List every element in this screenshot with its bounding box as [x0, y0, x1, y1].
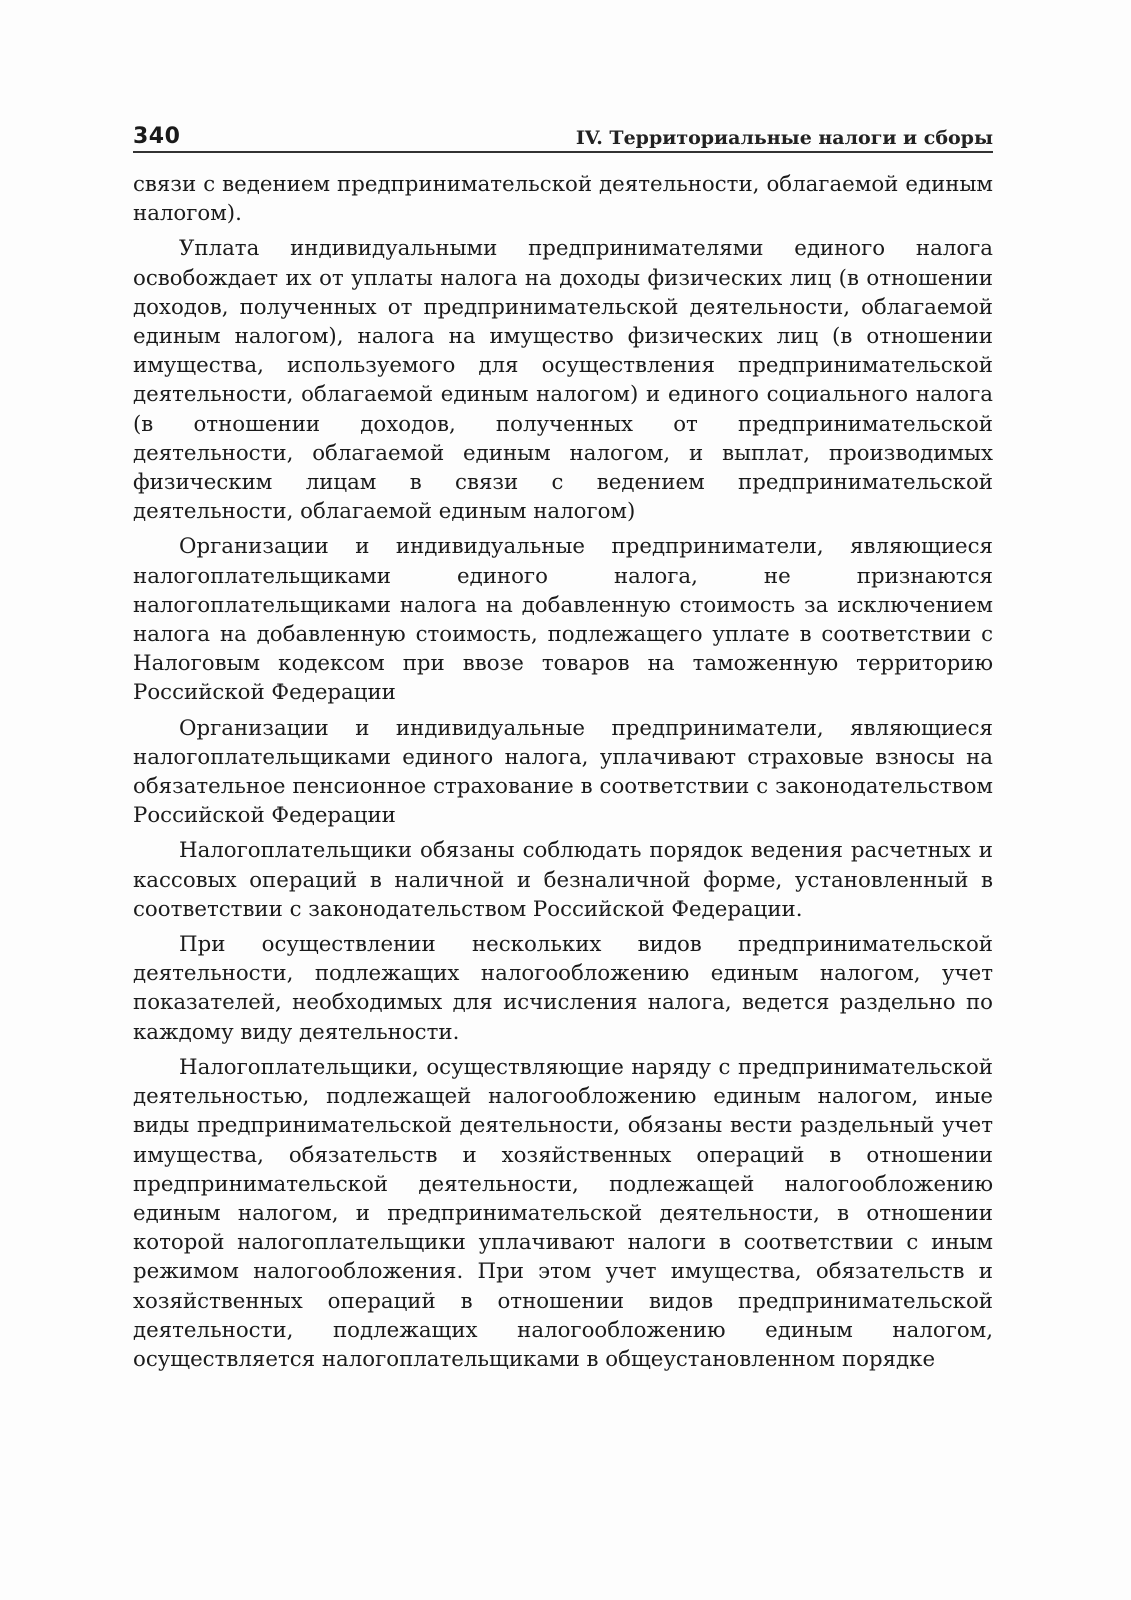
- paragraph: Налогоплательщики, осуществляющие наряду с предпринимательской деятельностью, подлежащей налогообложению единым налогом, иные виды предпринимательской деятельности, обязаны вести раздельный учет имущества, обязательств и хозяйственных операций в отношении предпринимательской деятельности, подлежащей налогообложению единым налогом, и предпринимательской деятельности, в отношении которой налогоплательщики уплачивают налоги в соответствии с иным режимом налогообложения. При этом учет имущества, обязательств и хозяйственных операций в отношении видов предпринимательской деятельности, подлежащих налогообложению единым налогом, осуществляется налогоплательщиками в общеустановленном порядке: [133, 1054, 993, 1372]
- page-header: [133, 113, 993, 149]
- body-text: [133, 170, 993, 1380]
- paragraph: Уплата индивидуальными предпринимателями единого налога освобождает их от уплаты налога на доходы физических лиц (в отношении доходов, полученных от предпринимательской деятельности, облагаемой единым налогом), налога на имущество физических лиц (в отношении имущества, используемого для осуществления предпринимательской деятельности, облагаемой единым налогом) и единого социального налога (в отношении доходов, полученных от предпринимательской деятельности, облагаемой единым налогом, и выплат, производимых физическим лицам в связи с ведением предпринимательской деятельности, облагаемой единым налогом): [133, 236, 993, 525]
- header-rule: [133, 151, 993, 153]
- paragraph: Организации и индивидуальные предприниматели, являющиеся налогоплательщиками единого налога, уплачивают страховые взносы на обязательное пенсионное страхование в соответствии с законодательством Российской Федерации: [133, 715, 993, 829]
- paragraph: Налогоплательщики обязаны соблюдать порядок ведения расчетных и кассовых операций в наличной и безналичной форме, установленный в соответствии с законодательством Российской Федерации.: [133, 838, 993, 922]
- paragraph: При осуществлении нескольких видов предпринимательской деятельности, подлежащих налогообложению единым налогом, учет показателей, необходимых для исчисления налога, ведется раздельно по каждому виду деятельности.: [133, 932, 993, 1045]
- paragraph: Организации и индивидуальные предприниматели, являющиеся налогоплательщиками единого налога, не признаются налогоплательщиками налога на добавленную стоимость за исключением налога на добавленную стоимость, подлежащего уплате в соответствии с Налоговым кодексом при ввозе товаров на таможенную территорию Российской Федерации: [133, 534, 993, 706]
- running-head: IV. Территориальные налоги и сборы: [575, 127, 993, 149]
- paragraph-continued: связи с ведением предпринимательской деятельности, облагаемой единым налогом).: [133, 172, 993, 227]
- page-number: 340: [133, 124, 181, 149]
